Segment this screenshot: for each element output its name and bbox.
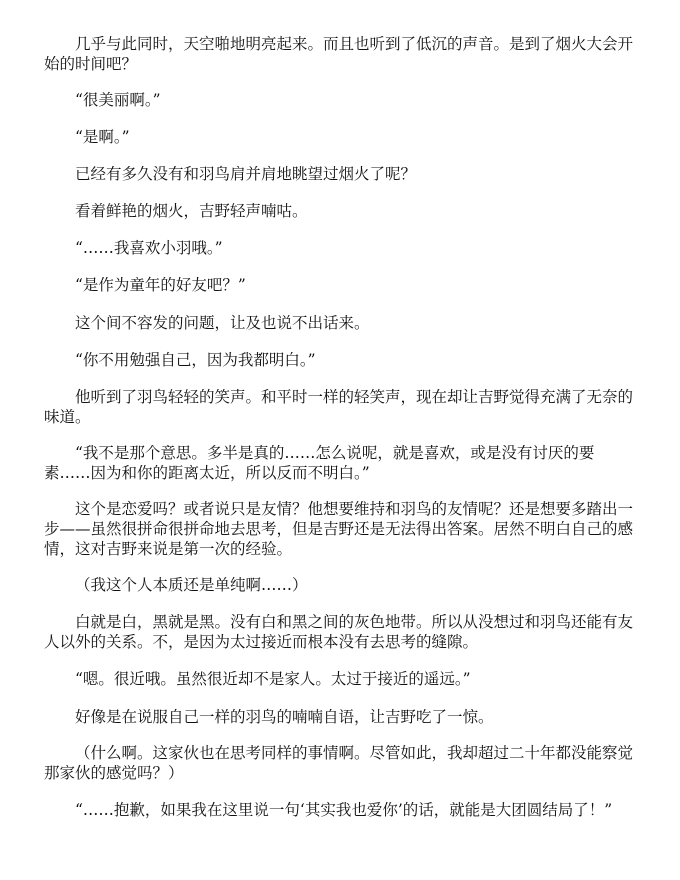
- paragraph-11: “我不是那个意思。多半是真的……怎么说呢，就是喜欢，或是没有讨厌的要素……因为和你的距离太近，所以反而不明白。”: [44, 444, 595, 482]
- paragraph-15: “嗯。很近哦。虽然很近却不是家人。太过于接近的遥远。”: [75, 670, 471, 688]
- paragraph-10: 他听到了羽鸟轻轻的笑声。和平时一样的轻笑声，现在却让吉野觉得充满了无奈的味道。: [44, 388, 634, 426]
- paragraph-13: （我这个人本质还是单纯啊……）: [75, 576, 308, 594]
- paragraph-18: “……抱歉，如果我在这里说一句‘其实我也爱你’的话，就能是大团圆结局了！”: [75, 801, 613, 819]
- paragraph-14: 白就是白，黑就是黑。没有白和黑之间的灰色地带。所以从没想过和羽鸟还能有友人以外的关系。不，是因为太过接近而根本没有去思考的缝隙。: [44, 613, 634, 651]
- paragraph-8: 这个间不容发的问题，让及也说不出话来。: [75, 314, 370, 332]
- paragraph-2: “很美丽啊。”: [75, 91, 161, 109]
- paragraph-12: 这个是恋爱吗？或者说只是友情？他想要维持和羽鸟的友情呢？还是想要多踏出一步——虽然很拼命很拼命地去思考，但是吉野还是无法得出答案。居然不明白自己的感情，这对吉野来说是第一次的经验。: [44, 500, 634, 558]
- paragraph-6: “……我喜欢小羽哦。”: [75, 239, 223, 257]
- paragraph-17: （什么啊。这家伙也在思考同样的事情啊。尽管如此，我却超过二十年都没能察觉那家伙的感觉吗？）: [44, 744, 634, 782]
- paragraph-9: “你不用勉强自己，因为我都明白。”: [75, 351, 316, 369]
- paragraph-1: 几乎与此同时，天空啪地明亮起来。而且也听到了低沉的声音。是到了烟火大会开始的时间吧？: [44, 35, 634, 73]
- paragraph-3: “是啊。”: [75, 128, 130, 146]
- paragraph-7: “是作为童年的好友吧？”: [75, 276, 246, 294]
- paragraph-16: 好像是在说服自己一样的羽鸟的喃喃自语，让吉野吃了一惊。: [75, 708, 494, 726]
- paragraph-4: 已经有多久没有和羽鸟肩并肩地眺望过烟火了呢？: [75, 165, 417, 183]
- paragraph-5: 看着鲜艳的烟火，吉野轻声喃咕。: [75, 202, 308, 220]
